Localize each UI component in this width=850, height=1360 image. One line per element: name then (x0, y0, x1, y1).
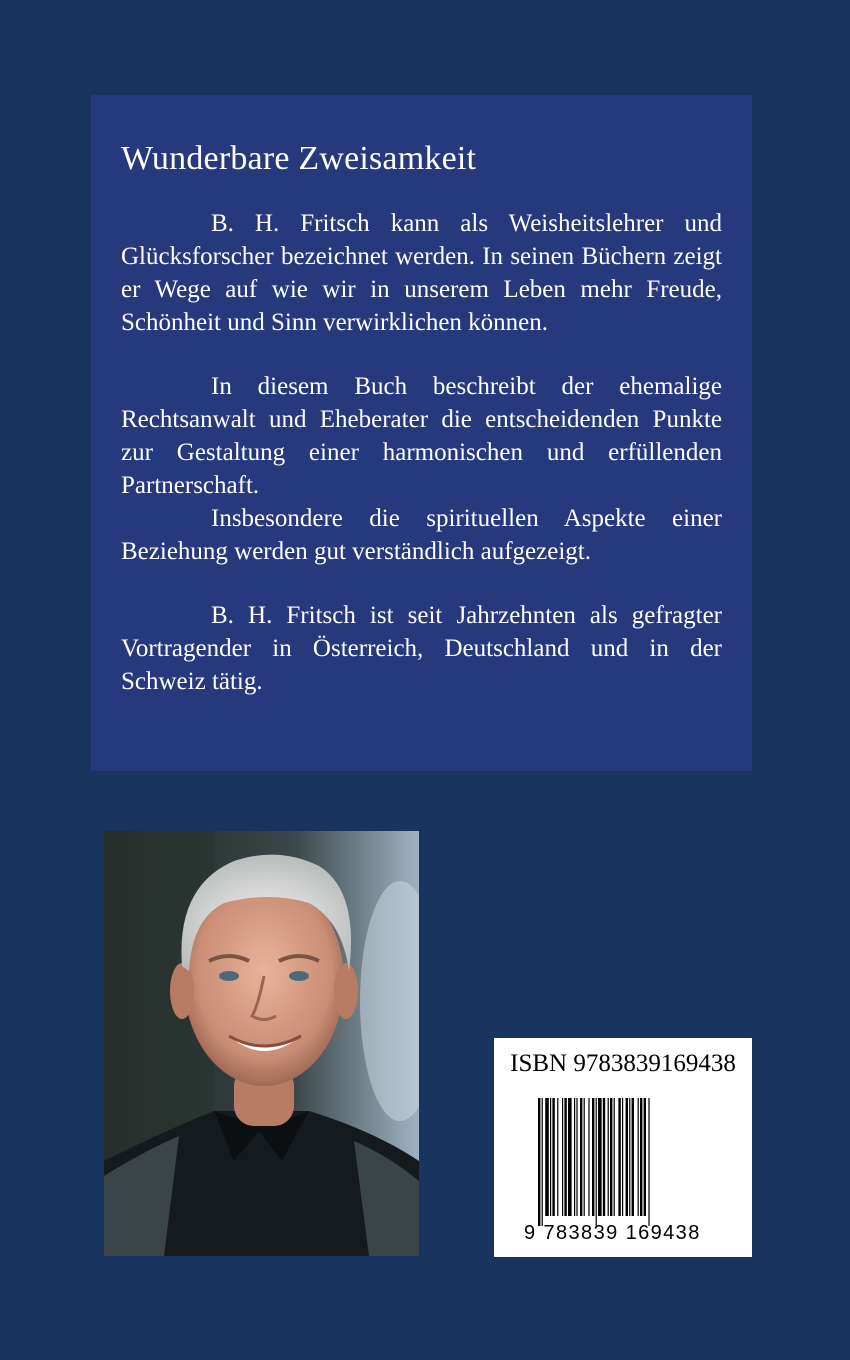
barcode-bar (610, 1098, 612, 1216)
barcode-bar (638, 1098, 639, 1216)
barcode-bar (648, 1098, 649, 1226)
barcode-bar (603, 1098, 605, 1216)
blurb-paragraph-2: In diesem Buch beschreibt der ehemalige Rechtsanwalt und Eheberater die entscheidenden Punkte zur Gestaltung einer harmonischen und erfüllenden Partnerschaft. (121, 373, 722, 499)
blurb-panel (91, 95, 752, 771)
barcode-bar (618, 1098, 620, 1216)
barcode-bar (598, 1098, 602, 1216)
barcode-bar (568, 1098, 572, 1216)
barcode-bar (608, 1098, 609, 1216)
blurb-paragraph-1: B. H. Fritsch kann als Weisheitslehrer und Glücksforscher bezeichnet werden. In seinen Büchern zeigt er Wege auf wie wir in unserem Leben mehr Freude, Schönheit und Sinn verwirklichen können. (121, 210, 722, 336)
barcode-icon (538, 1098, 718, 1226)
barcode-bar (614, 1098, 615, 1216)
author-portrait-icon (104, 831, 419, 1256)
book-title: Wunderbare Zweisamkeit (121, 140, 477, 177)
barcode-bar (545, 1098, 549, 1216)
isbn-block (494, 1038, 752, 1257)
barcode-digits: 9 783839 169438 (524, 1222, 701, 1244)
barcode-bar (644, 1098, 646, 1216)
barcode-bar (632, 1098, 634, 1216)
blurb-paragraph-4: B. H. Fritsch ist seit Jahrzehnten als gefragter Vortragender in Österreich, Deutschland und in der Schweiz tätig. (121, 602, 722, 695)
barcode-bar (580, 1098, 582, 1216)
barcode-bar (622, 1098, 623, 1216)
barcode-bar (626, 1098, 628, 1216)
barcode-bar (562, 1098, 563, 1216)
barcode-bar (584, 1098, 585, 1216)
barcode-bar (538, 1098, 540, 1226)
barcode-bar (552, 1098, 554, 1216)
barcode-bar (588, 1098, 589, 1216)
barcode-bar (592, 1098, 594, 1216)
barcode-bar (640, 1098, 642, 1216)
paragraph-gap (121, 339, 722, 370)
barcode-bar (629, 1098, 630, 1216)
barcode-bar (564, 1098, 566, 1216)
barcode-bar (550, 1098, 551, 1216)
isbn-label: ISBN 9783839169438 (510, 1050, 736, 1077)
author-photo (104, 831, 419, 1256)
barcode-bar (596, 1098, 597, 1226)
barcode-bar (542, 1098, 543, 1226)
paragraph-gap (121, 568, 722, 599)
barcode-bar (574, 1098, 575, 1216)
barcode-bar (557, 1098, 558, 1216)
blurb-paragraph-3: Insbesondere die spirituellen Aspekte einer Beziehung werden gut verständlich aufgezeigt. (121, 505, 722, 565)
barcode-bar (576, 1098, 577, 1216)
